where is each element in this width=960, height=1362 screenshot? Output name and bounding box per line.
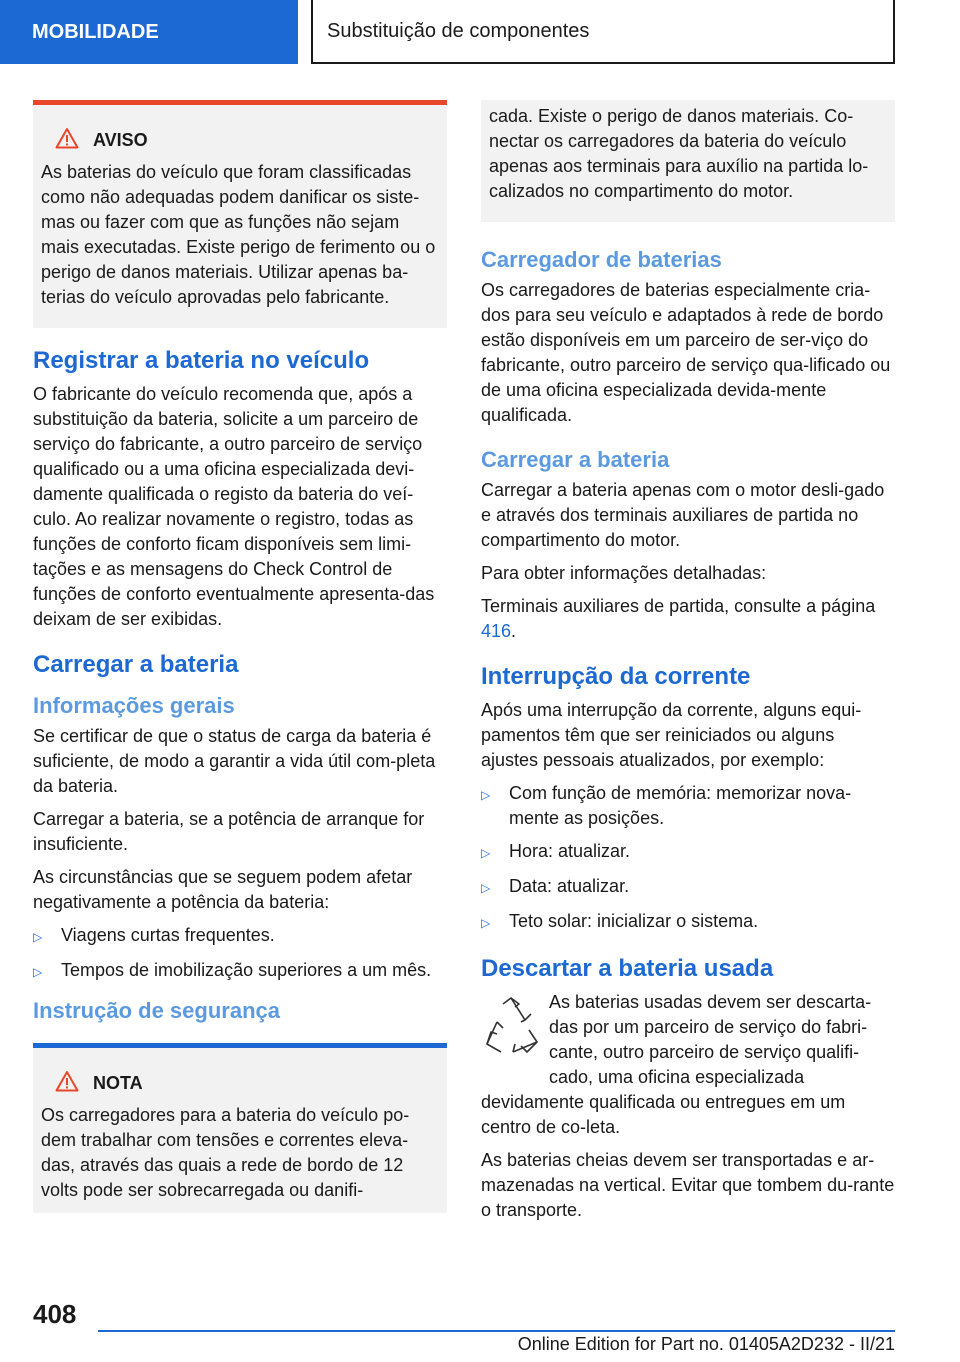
- note-box-header: [41, 1070, 439, 1097]
- list-item: [33, 923, 447, 950]
- charge-heading: Carregar a bateria: [33, 651, 239, 678]
- section-tab[interactable]: [0, 0, 298, 64]
- charge2-subheading: Carregar a bateria: [481, 447, 670, 472]
- left-column: [33, 100, 447, 1213]
- triangle-bullet-icon: ▷: [481, 846, 491, 860]
- register-text: O fabricante do veículo recomenda que, após a substituição da bateria, solicite a um parceiro de serviço do fabricante, a outro parceiro de serviço qualificado ou a uma oficina especializada devi-damente qualificada o registo da bateria do veí-culo. Ao realizar novamente o registro, todas as funções de conforto ficam disponíveis sem limi-tações e as mensagens do Check Control de funções de conforto eventualmente apresenta-das deixam de ser exibidas.: [33, 384, 435, 629]
- dispose-para-1: As baterias usadas devem ser descarta-das por um parceiro de serviço do fabri-cante, outro parceiro de serviço qualifi-cado, uma oficina especializada devidamente qualificada ou entregues em um centro de co-leta.: [481, 992, 872, 1137]
- charge-bullet-list: [33, 923, 447, 985]
- list-item: [33, 958, 447, 985]
- page-number: 408: [33, 1299, 77, 1329]
- note-text: Os carregadores para a bateria do veículo po-dem trabalhar com tensões e correntes eleva-das, através das quais a rede de bordo de 12 volts pode ser sobrecarregada ou danifi-: [41, 1105, 410, 1200]
- list-item: [481, 781, 895, 831]
- note-continued-text: cada. Existe o perigo de danos materiais. Co-nectar os carregadores da bateria do veículo apenas aos terminais para auxílio na partida lo-calizados no compartimento do motor.: [489, 106, 869, 201]
- dispose-para-2: As baterias cheias devem ser transportadas e ar-mazenadas na vertical. Evitar que tombem du-rante o transporte.: [481, 1150, 895, 1220]
- interruption-heading: Interrupção da corrente: [481, 663, 751, 690]
- list-item: [481, 909, 895, 936]
- charger-text: Os carregadores de baterias especialmente cria-dos para seu veículo e adaptados à rede de bordo estão disponíveis em um parceiro de ser-viço do fabricante, outro parceiro de serviço qua-lificado ou de uma oficina especializada devida-mente qualificada.: [481, 280, 891, 425]
- charge2-para-1: Carregar a bateria apenas com o motor desli-gado e através dos terminais auxiliares de partida no compartimento do motor.: [481, 480, 885, 550]
- warning-text: As baterias do veículo que foram classificadas como não adequadas podem danificar os siste-mas ou fazer com que as funções não sejam mais executadas. Existe perigo de ferimento ou o perigo de danos materiais. Utilizar apenas ba-terias do veículo aprovadas pelo fabricante.: [41, 162, 436, 307]
- safety-subheading: Instrução de segurança: [33, 998, 280, 1023]
- list-item-text: Com função de memória: memorizar nova-mente as posições.: [509, 783, 852, 828]
- footer-divider: [98, 1330, 895, 1332]
- note-label: NOTA: [93, 1073, 143, 1093]
- triangle-bullet-icon: ▷: [481, 916, 491, 930]
- list-item-text: Teto solar: inicializar o sistema.: [509, 911, 759, 931]
- warning-triangle-icon: [55, 1070, 79, 1097]
- interruption-text: Após uma interrupção da corrente, alguns equi-pamentos têm que ser reiniciados ou alguns ajustes pessoais atualizados, por exemplo:: [481, 700, 862, 770]
- list-item: [481, 839, 895, 866]
- note-box-continued: [481, 100, 895, 222]
- warning-triangle-icon: [55, 127, 79, 154]
- note-box: [33, 1043, 447, 1213]
- page-header-title-text: Substituição de componentes: [327, 19, 590, 42]
- triangle-bullet-icon: ▷: [33, 965, 43, 979]
- page-header-title: [311, 0, 895, 64]
- charger-subheading: Carregador de baterias: [481, 247, 722, 272]
- section-tab-label: MOBILIDADE: [32, 20, 159, 43]
- charge2-para-3: [481, 594, 895, 644]
- triangle-bullet-icon: ▷: [33, 930, 43, 944]
- warning-box-header: [41, 127, 439, 154]
- interruption-bullet-list: [481, 781, 895, 936]
- triangle-bullet-icon: ▷: [481, 788, 491, 802]
- list-item: [481, 874, 895, 901]
- triangle-bullet-icon: ▷: [481, 881, 491, 895]
- charge-para-1: Se certificar de que o status de carga da bateria é suficiente, de modo a garantir a vida útil com-pleta da bateria.: [33, 726, 436, 796]
- recycle-icon: [481, 994, 541, 1066]
- dispose-heading: Descartar a bateria usada: [481, 955, 774, 982]
- page-reference-link[interactable]: 416: [481, 621, 512, 641]
- list-item-text: Data: atualizar.: [509, 876, 630, 896]
- charge2-para-3-text: Terminais auxiliares de partida, consulte a página: [481, 596, 876, 616]
- charge2-para-2: Para obter informações detalhadas:: [481, 563, 767, 583]
- charge-para-3: As circunstâncias que se seguem podem afetar negativamente a potência da bateria:: [33, 867, 413, 912]
- list-item-text: Tempos de imobilização superiores a um mês.: [61, 960, 432, 980]
- footer-edition: Online Edition for Part no. 01405A2D232 - II/21: [517, 1334, 895, 1354]
- general-info-subheading: Informações gerais: [33, 693, 235, 718]
- charge-para-2: Carregar a bateria, se a potência de arranque for insuficiente.: [33, 809, 425, 854]
- list-item-text: Viagens curtas frequentes.: [61, 925, 275, 945]
- warning-box: [33, 100, 447, 328]
- warning-label: AVISO: [93, 130, 148, 150]
- register-heading: Registrar a bateria no veículo: [33, 347, 370, 374]
- right-column: [481, 100, 895, 1231]
- list-item-text: Hora: atualizar.: [509, 841, 631, 861]
- charge2-para-3-end: .: [511, 621, 517, 641]
